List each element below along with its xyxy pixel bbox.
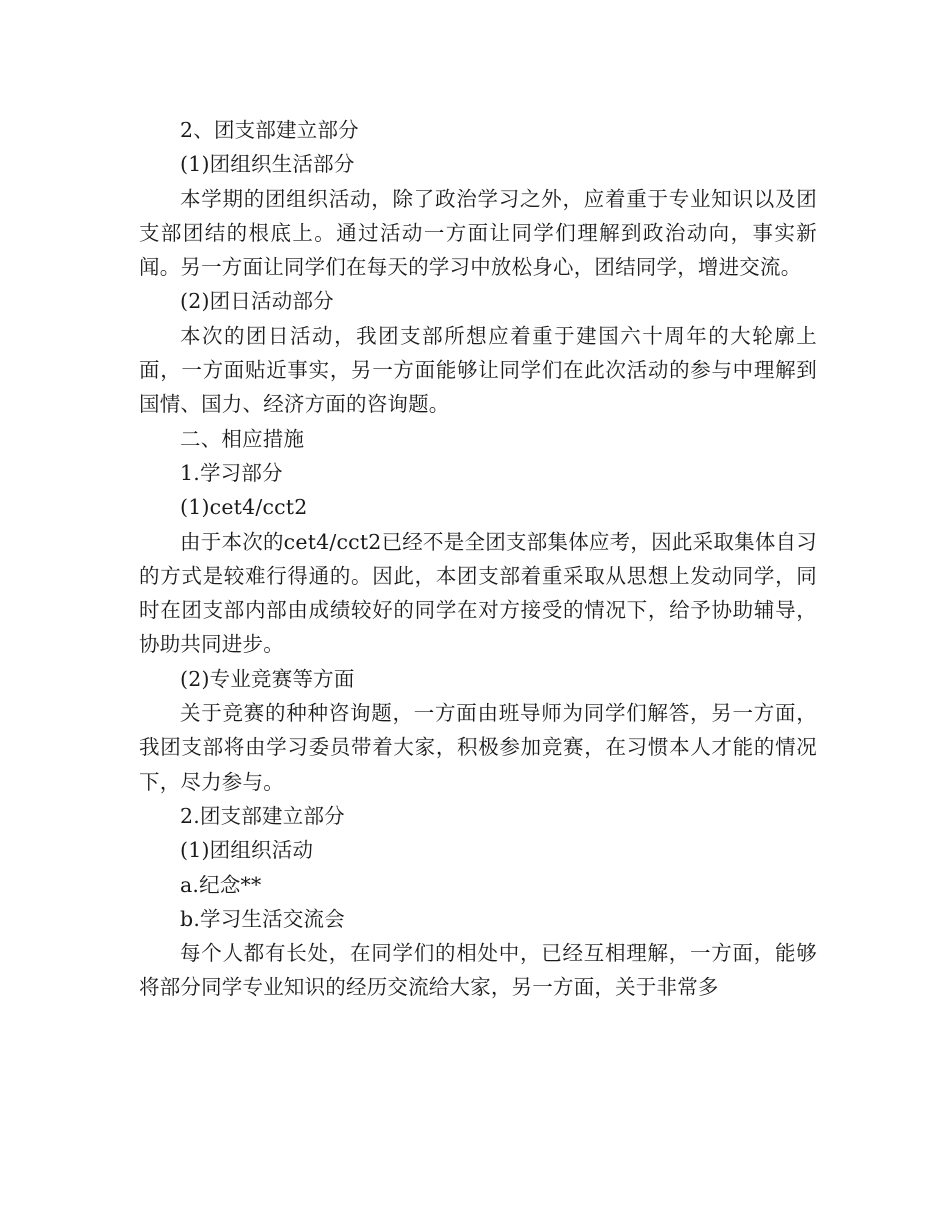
- body-paragraph: 由于本次的cet4/cct2已经不是全团支部集体应考，因此采取集体自习的方式是较难行得通的。因此，本团支部着重采取从思想上发动同学，同时在团支部内部由成绩较好的同学在对方接受的情况下，给予协助辅导，协助共同进步。: [139, 529, 817, 657]
- subsection-heading: 1.学习部分: [180, 460, 283, 485]
- section-heading: 2、团支部建立部分: [180, 118, 359, 142]
- list-item: a.纪念**: [180, 872, 262, 897]
- section-heading: 二、相应措施: [180, 426, 305, 451]
- section-heading: 2.团支部建立部分: [180, 803, 345, 828]
- document-body: [139, 113, 817, 1005]
- subsection-heading: (2)专业竞赛等方面: [180, 666, 355, 691]
- body-paragraph: 本学期的团组织活动，除了政治学习之外，应着重于专业知识以及团支部团结的根底上。通过活动一方面让同学们理解到政治动向，事实新闻。另一方面让同学们在每天的学习中放松身心，团结同学，增进交流。: [139, 186, 817, 280]
- list-item: b.学习生活交流会: [180, 906, 345, 931]
- subsection-heading: (2)团日活动部分: [180, 289, 334, 314]
- body-paragraph: 本次的团日活动，我团支部所想应着重于建国六十周年的大轮廓上面，一方面贴近事实，另一方面能够让同学们在此次活动的参与中理解到国情、国力、经济方面的咨询题。: [139, 323, 817, 417]
- subsection-heading: (1)团组织生活部分: [180, 152, 355, 177]
- subsection-heading: (1)cet4/cct2: [180, 495, 308, 520]
- body-paragraph: 每个人都有长处，在同学们的相处中，已经互相理解，一方面，能够将部分同学专业知识的经历交流给大家，另一方面，关于非常多: [139, 941, 817, 1000]
- subsection-heading: (1)团组织活动: [180, 838, 314, 863]
- body-paragraph: 关于竞赛的种种咨询题，一方面由班导师为同学们解答，另一方面，我团支部将由学习委员带着大家，积极参加竞赛，在习惯本人才能的情况下，尽力参与。: [139, 701, 817, 794]
